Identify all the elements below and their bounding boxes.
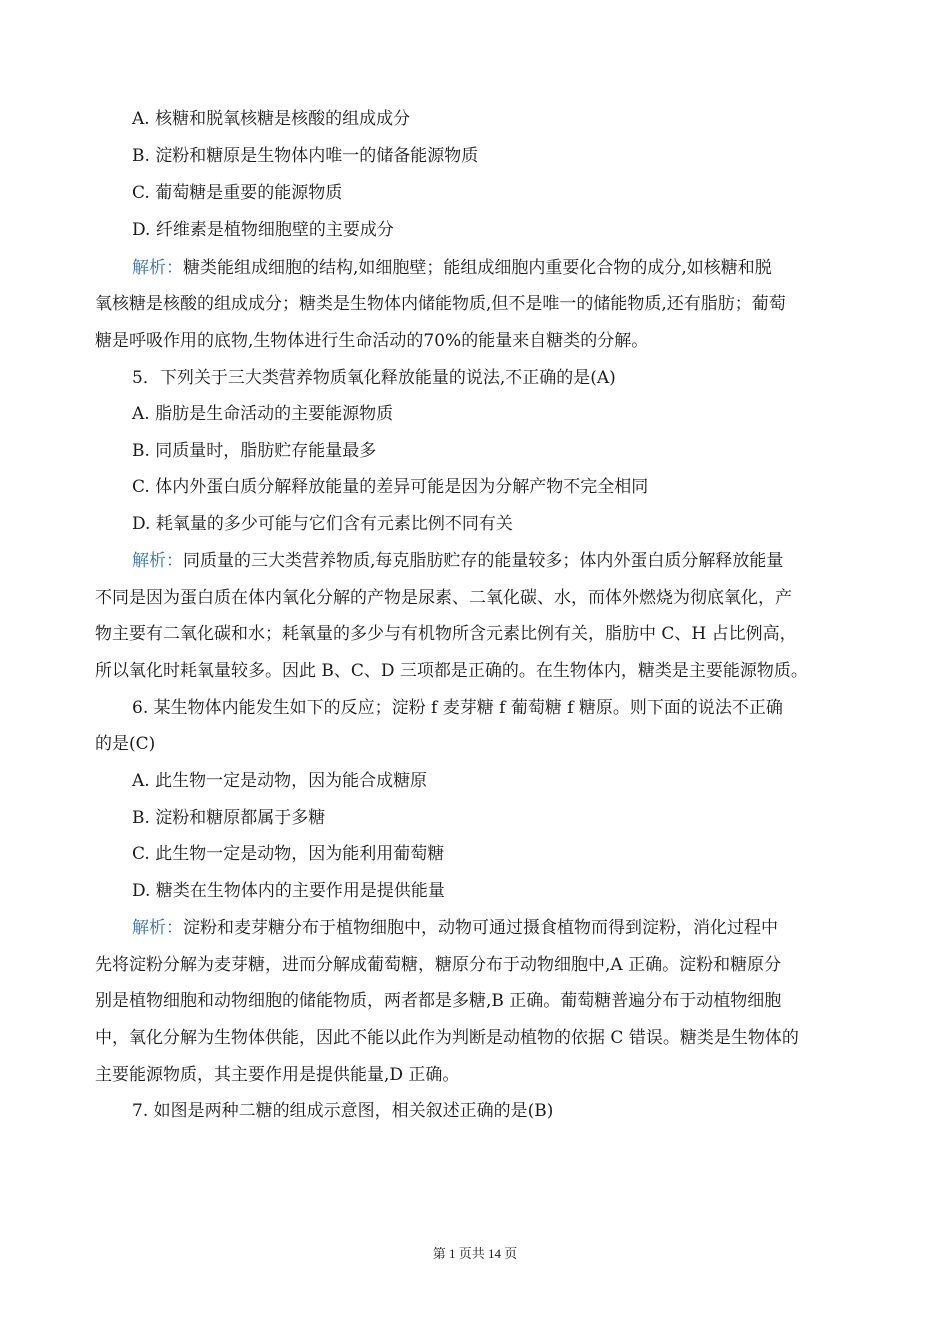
q5-option-c: C. 体内外蛋白质分解释放能量的差异可能是因为分解产物不完全相同 bbox=[132, 477, 649, 497]
q5-analysis-line-4: 所以氧化时耗氧量较多。因此 B、C、D 三项都是正确的。在生物体内，糖类是主要能源物质。 bbox=[95, 661, 808, 681]
q6-analysis-line-2: 先将淀粉分解为麦芽糖，进而分解成葡萄糖，糖原分布于动物细胞中,A 正确。淀粉和糖原分 bbox=[95, 955, 782, 975]
q5-stem: 5．下列关于三大类营养物质氧化释放能量的说法,不正确的是(A) bbox=[132, 368, 616, 388]
q5-option-b: B. 同质量时，脂肪贮存能量最多 bbox=[132, 441, 377, 461]
analysis-label: 解析： bbox=[132, 918, 183, 938]
q6-option-c: C. 此生物一定是动物，因为能利用葡萄糖 bbox=[132, 844, 445, 864]
q5-analysis-line-3: 物主要有二氧化碳和水；耗氧量的多少与有机物所含元素比例有关，脂肪中 C、H 占比例高， bbox=[95, 624, 797, 644]
page-footer: 第 1 页共 14 页 bbox=[432, 1246, 518, 1261]
q4-analysis-line-3: 糖是呼吸作用的底物,生物体进行生命活动的70%的能量来自糖类的分解。 bbox=[95, 331, 649, 351]
q6-analysis-line-5: 主要能源物质，其主要作用是提供能量,D 正确。 bbox=[95, 1065, 460, 1085]
q4-option-a: A. 核糖和脱氧核糖是核酸的组成成分 bbox=[132, 109, 411, 129]
q5-analysis-line-2: 不同是因为蛋白质在体内氧化分解的产物是尿素、二氧化碳、水，而体外燃烧为彻底氧化，产 bbox=[95, 588, 792, 608]
q4-analysis-line-2: 氧核糖是核酸的组成成分；糖类是生物体内储能物质,但不是唯一的储能物质,还有脂肪；葡萄 bbox=[95, 294, 786, 314]
q6-analysis-line-4: 中，氧化分解为生物体供能，因此不能以此作为判断是动植物的依据 C 错误。糖类是生物体的 bbox=[95, 1028, 799, 1048]
q4-option-c: C. 葡萄糖是重要的能源物质 bbox=[132, 183, 343, 203]
q4-option-b: B. 淀粉和糖原是生物体内唯一的储备能源物质 bbox=[132, 146, 479, 166]
q7-stem: 7. 如图是两种二糖的组成示意图，相关叙述正确的是(B) bbox=[132, 1101, 554, 1121]
analysis-label: 解析： bbox=[132, 551, 183, 571]
analysis-label: 解析： bbox=[132, 258, 183, 278]
q4-option-d: D. 纤维素是植物细胞壁的主要成分 bbox=[132, 220, 394, 240]
q6-analysis-line-1: 解析：淀粉和麦芽糖分布于植物细胞中，动物可通过摄食植物而得到淀粉，消化过程中 bbox=[132, 918, 778, 938]
q6-stem-line-1: 6. 某生物体内能发生如下的反应；淀粉 f 麦芽糖 f 葡萄糖 f 糖原。则下面的说法不正确 bbox=[132, 698, 783, 718]
q5-option-d: D. 耗氧量的多少可能与它们含有元素比例不同有关 bbox=[132, 514, 513, 534]
q5-analysis-line-1: 解析：同质量的三大类营养物质,每克脂肪贮存的能量较多；体内外蛋白质分解释放能量 bbox=[132, 551, 784, 571]
q5-option-a: A. 脂肪是生命活动的主要能源物质 bbox=[132, 404, 394, 424]
q4-analysis-line-1: 解析：糖类能组成细胞的结构,如细胞壁；能组成细胞内重要化合物的成分,如核糖和脱 bbox=[132, 258, 772, 278]
q6-option-a: A. 此生物一定是动物，因为能合成糖原 bbox=[132, 771, 428, 791]
q6-option-d: D. 糖类在生物体内的主要作用是提供能量 bbox=[132, 881, 445, 901]
q6-stem-line-2: 的是(C) bbox=[95, 734, 156, 754]
q6-analysis-line-3: 别是植物细胞和动物细胞的储能物质，两者都是多糖,B 正确。葡萄糖普遍分布于动植物细胞 bbox=[95, 991, 782, 1011]
q6-option-b: B. 淀粉和糖原都属于多糖 bbox=[132, 808, 326, 828]
